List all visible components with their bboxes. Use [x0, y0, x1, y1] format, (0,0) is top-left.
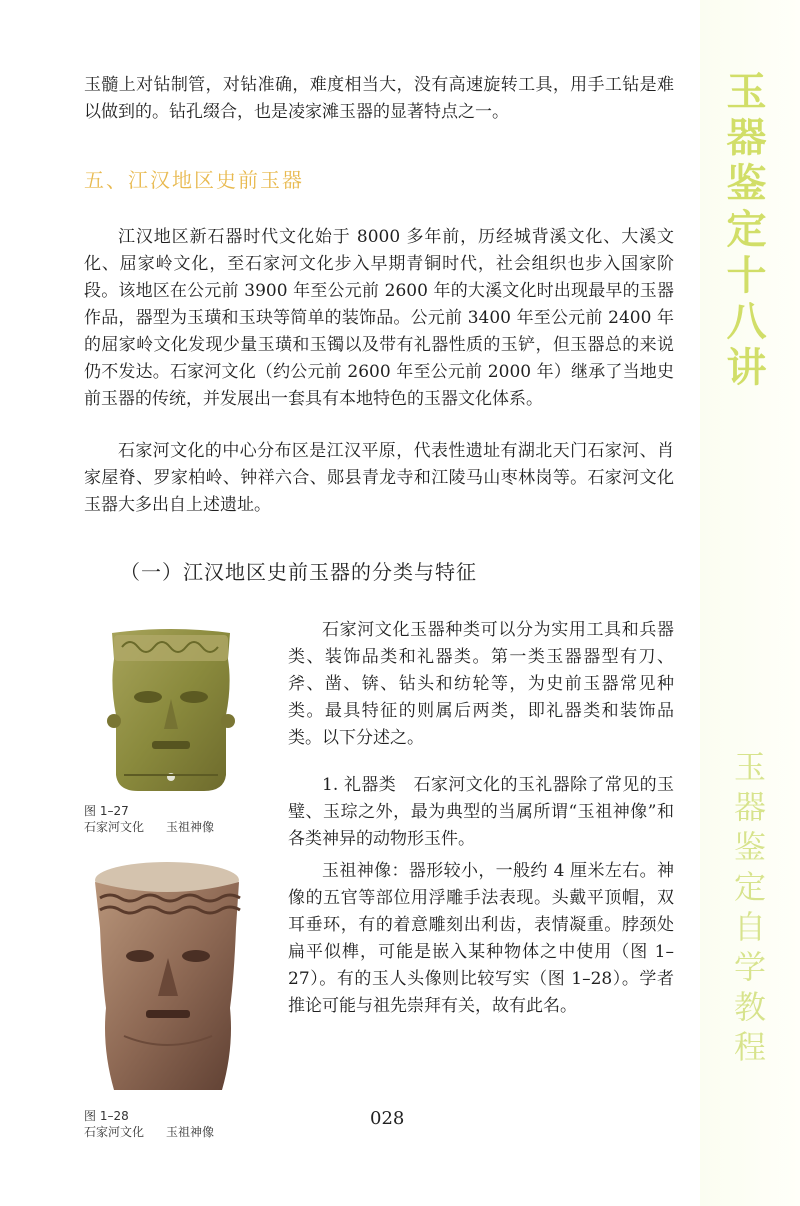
figure-jade-ancestor-deity-brown — [84, 858, 250, 1096]
figure-name: 玉祖神像 — [166, 1125, 215, 1139]
section-heading: 五、江汉地区史前玉器 — [84, 168, 304, 192]
figure-jade-ancestor-deity-green — [104, 625, 238, 795]
continued-paragraph: 玉髓上对钻制管，对钻准确，难度相当大，没有高速旋转工具，用手工钻是难以做到的。钻孔缀合，也是凌家滩玉器的显著特点之一。 — [84, 75, 674, 122]
body-paragraph: 1. 礼器类 石家河文化的玉礼器除了常见的玉璧、玉琮之外，最为典型的当属所谓“玉祖神像”和各类神异的动物形玉件。 — [288, 775, 674, 849]
jade-head-green-illustration — [104, 625, 238, 795]
figure-number: 图 1–28 — [84, 1109, 129, 1123]
body-paragraph: 石家河文化的中心分布区是江汉平原，代表性遗址有湖北天门石家河、肖家屋脊、罗家柏岭、钟祥六合、郧县青龙寺和江陵马山枣林岗等。石家河文化玉器大多出自上述遗址。 — [84, 441, 674, 515]
figure-number: 图 1–27 — [84, 804, 129, 818]
figure-name: 玉祖神像 — [166, 820, 215, 834]
body-paragraph: 石家河文化玉器种类可以分为实用工具和兵器类、装饰品类和礼器类。第一类玉器器型有刀、斧、凿、锛、钻头和纺轮等，为史前玉器常见种类。最具特征的则属后两类，即礼器类和装饰品类。以下分述之。 — [288, 620, 674, 748]
body-paragraph: 玉祖神像：器形较小，一般约 4 厘米左右。神像的五官等部位用浮雕手法表现。头戴平顶帽，双耳垂环，有的着意雕刻出利齿，表情凝重。脖颈处扁平似榫，可能是嵌入某种物体之中使用（图 1–27）。有的玉人头像则比较写实（图 1–28）。学者推论可能与祖先崇拜有关，故有此名。 — [288, 861, 674, 1016]
series-title: 玉器鉴定十八讲 — [720, 70, 766, 392]
series-subtitle: 玉器鉴定自学教程 — [729, 750, 767, 1070]
figure-culture: 石家河文化 — [84, 1125, 145, 1139]
page-number: 028 — [370, 1108, 405, 1129]
jade-head-brown-illustration — [84, 858, 250, 1096]
figure-caption — [84, 803, 214, 835]
subsection-heading: （一）江汉地区史前玉器的分类与特征 — [120, 560, 477, 584]
body-paragraph: 江汉地区新石器时代文化始于 8000 多年前，历经城背溪文化、大溪文化、屈家岭文化，至石家河文化步入早期青铜时代，社会组织也步入国家阶段。该地区在公元前 3900 年至公元前 2600 年的大溪文化时出现最早的玉器作品，器型为玉璜和玉玦等简单的装饰品。公元前 3400 年至公元前 2400 年的屈家岭文化发现少量玉璜和玉镯以及带有礼器性质的玉铲，但玉器总的来说仍不发达。石家河文化（约公元前 2600 年至公元前 2000 年）继承了当地史前玉器的传统，并发展出一套具有本地特色的玉器文化体系。 — [84, 227, 674, 409]
figure-culture: 石家河文化 — [84, 820, 145, 834]
figure-caption — [84, 1108, 214, 1140]
